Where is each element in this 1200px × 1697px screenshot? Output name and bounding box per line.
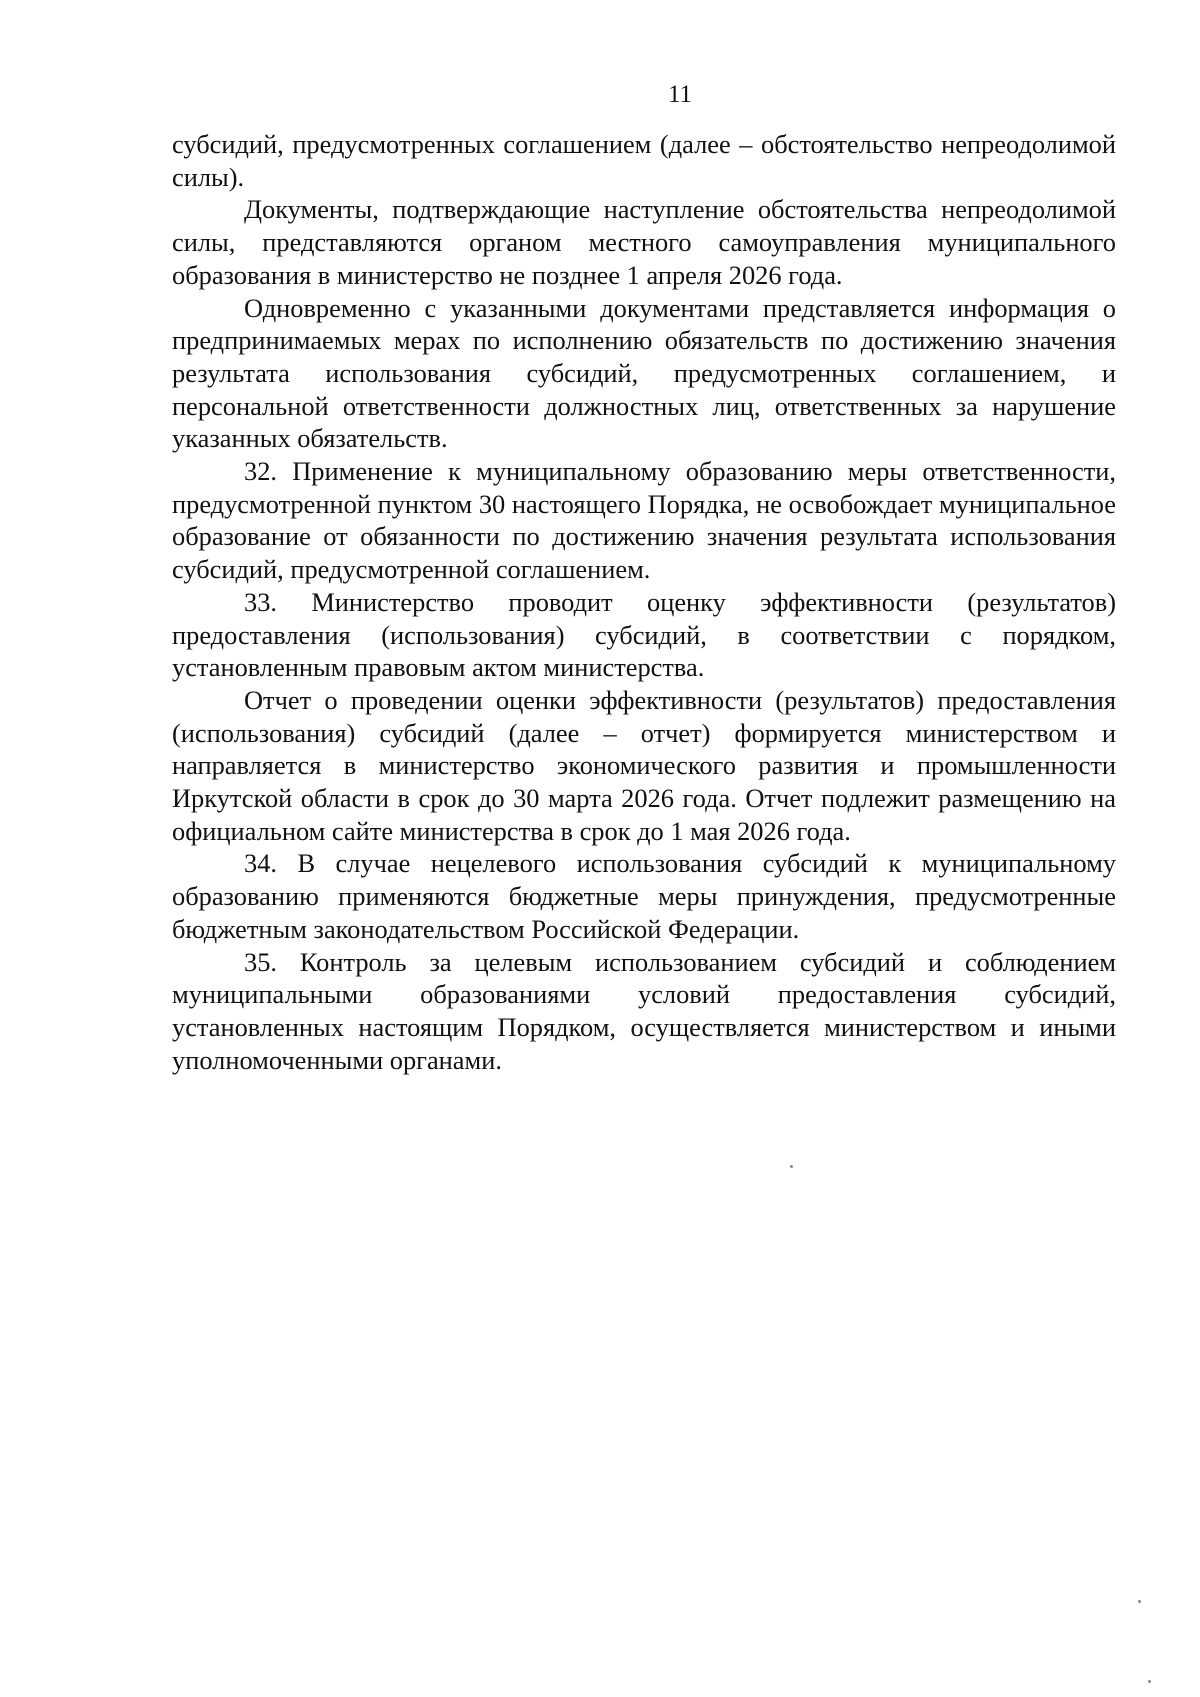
paragraph-information: Одновременно с указанными документами представляется информация о предпринимаемых мерах по исполнению обязательств по достижению значения результата использования субсидий, предусмотренных соглашением, и персональной ответственности должностных лиц, ответственных за нарушение указанных обязательств. [172, 292, 1116, 454]
paragraph-continuation: субсидий, предусмотренных соглашением (далее – обстоятельство непреодолимой силы). [172, 129, 1116, 192]
scan-speck [790, 1165, 793, 1168]
paragraph-clause-33: 33. Министерство проводит оценку эффективности (результатов) предоставления (использования) субсидий, в соответствии с порядком, установленным правовым актом министерства. [172, 586, 1116, 683]
paragraph-clause-34: 34. В случае нецелевого использования субсидий к муниципальному образованию применяются бюджетные меры принуждения, предусмотренные бюджетным законодательством Российской Федерации. [172, 848, 1116, 944]
paragraph-clause-35: 35. Контроль за целевым использованием субсидий и соблюдением муниципальными образованиями условий предоставления субсидий, установленных настоящим Порядком, осуществляется министерством и иными уполномоченными органами. [172, 946, 1116, 1075]
paragraph-documents: Документы, подтверждающие наступление обстоятельства непреодолимой силы, представляются органом местного самоуправления муниципального образования в министерство не позднее 1 апреля 2026 года. [172, 194, 1116, 290]
scan-speck [1148, 1680, 1151, 1683]
paragraph-report: Отчет о проведении оценки эффективности (результатов) предоставления (использования) субсидий (далее – отчет) формируется министерством и направляется в министерство экономического развития и промышленности Иркутской области в срок до 30 марта 2026 года. Отчет подлежит размещению на официальном сайте министерства в срок до 1 мая 2026 года. [172, 684, 1116, 846]
paragraph-clause-32: 32. Применение к муниципальному образованию меры ответственности, предусмотренной пунктом 30 настоящего Порядка, не освобождает муниципальное образование от обязанности по достижению значения результата использования субсидий, предусмотренной соглашением. [172, 456, 1116, 585]
scan-speck [1138, 1600, 1141, 1603]
page-number: 11 [667, 81, 693, 108]
document-body [172, 128, 1116, 1076]
